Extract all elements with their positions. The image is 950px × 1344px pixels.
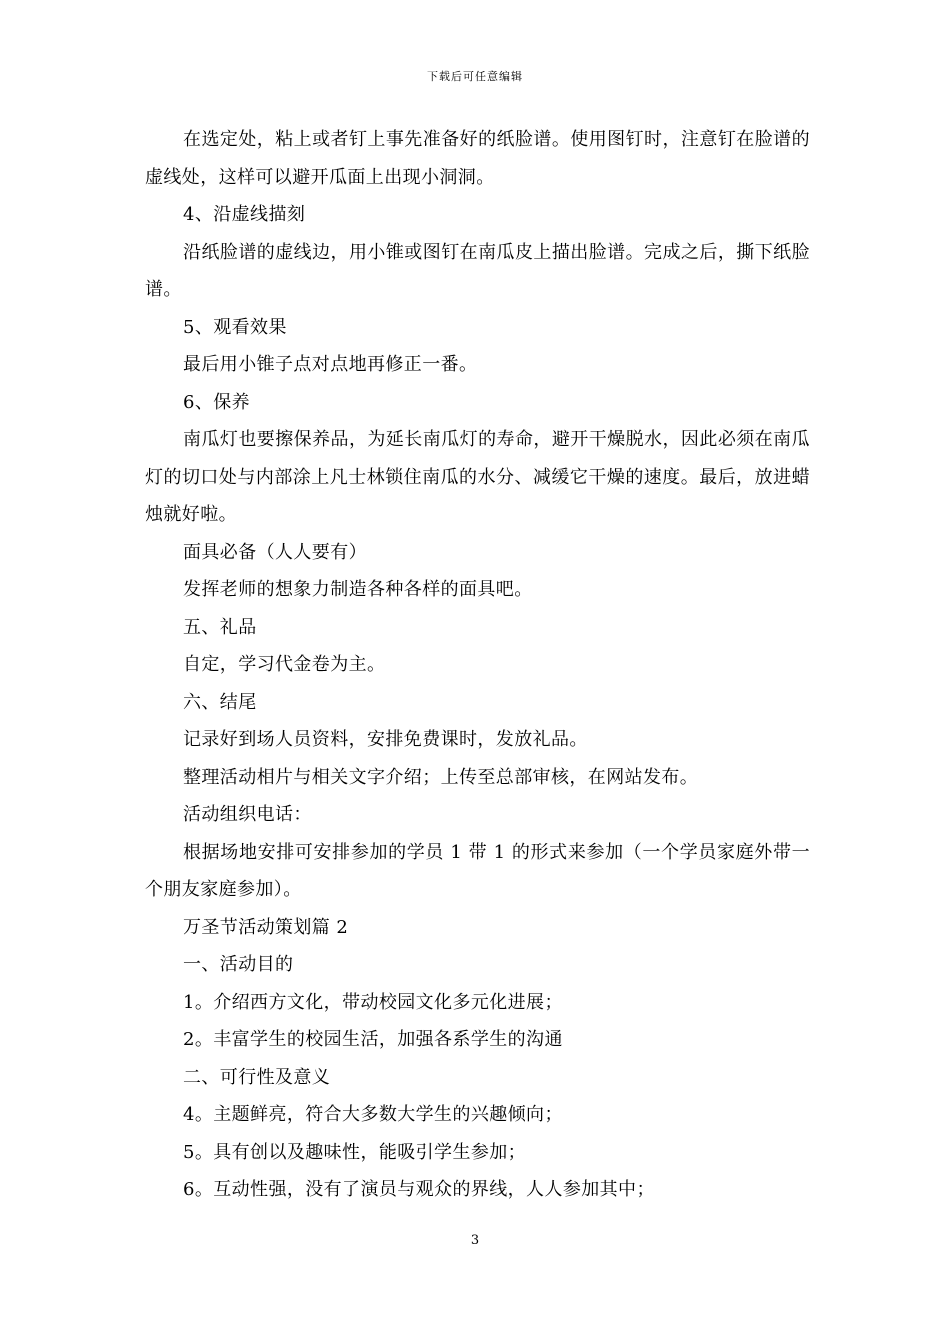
paragraph: 二、可行性及意义 (183, 1066, 331, 1088)
paragraph: 在选定处，粘上或者钉上事先准备好的纸脸谱。使用图钉时，注意钉在脸谱的虚线处，这样可以避开瓜面上出现小洞洞。 (145, 129, 810, 188)
paragraph: 五、礼品 (183, 616, 257, 638)
paragraph: 5、观看效果 (183, 316, 287, 338)
paragraph: 最后用小锥子点对点地再修正一番。 (183, 354, 478, 375)
paragraph: 自定，学习代金卷为主。 (183, 654, 386, 675)
paragraph: 6、保养 (183, 391, 251, 413)
paragraph: 5。具有创以及趣味性，能吸引学生参加； (183, 1141, 527, 1163)
paragraph: 整理活动相片与相关文字介绍；上传至总部审核，在网站发布。 (183, 766, 699, 788)
paragraph: 南瓜灯也要擦保养品，为延长南瓜灯的寿命，避开干燥脱水，因此必须在南瓜灯的切口处与内部涂上凡士林锁住南瓜的水分、减缓它干燥的速度。最后，放进蜡烛就好啦。 (145, 429, 810, 525)
page-number: 3 (470, 1233, 480, 1248)
paragraph: 活动组织电话： (183, 804, 312, 825)
paragraph: 2。丰富学生的校园生活，加强各系学生的沟通 (183, 1029, 563, 1050)
paragraph: 根据场地安排可安排参加的学员 1 带 1 的形式来参加（一个学员家庭外带一个朋友家庭参加）。 (145, 841, 810, 900)
paragraph: 面具必备（人人要有） (183, 541, 367, 563)
paragraph: 沿纸脸谱的虚线边，用小锥或图钉在南瓜皮上描出脸谱。完成之后，撕下纸脸谱。 (145, 241, 810, 300)
paragraph: 一、活动目的 (183, 954, 294, 975)
paragraph: 六、结尾 (183, 691, 257, 713)
paragraph: 1。介绍西方文化，带动校园文化多元化进展； (183, 991, 563, 1013)
paragraph: 4、沿虚线描刻 (183, 204, 306, 225)
document-body (145, 121, 810, 1209)
paragraph: 万圣节活动策划篇 2 (183, 916, 349, 938)
paragraph: 4。主题鲜亮，符合大多数大学生的兴趣倾向； (183, 1104, 563, 1125)
paragraph: 记录好到场人员资料，安排免费课时，发放礼品。 (183, 729, 588, 750)
paragraph: 发挥老师的想象力制造各种各样的面具吧。 (183, 579, 533, 600)
paragraph: 6。互动性强，没有了演员与观众的界线，人人参加其中； (183, 1179, 655, 1200)
page-header: 下载后可任意编辑 (427, 70, 523, 83)
